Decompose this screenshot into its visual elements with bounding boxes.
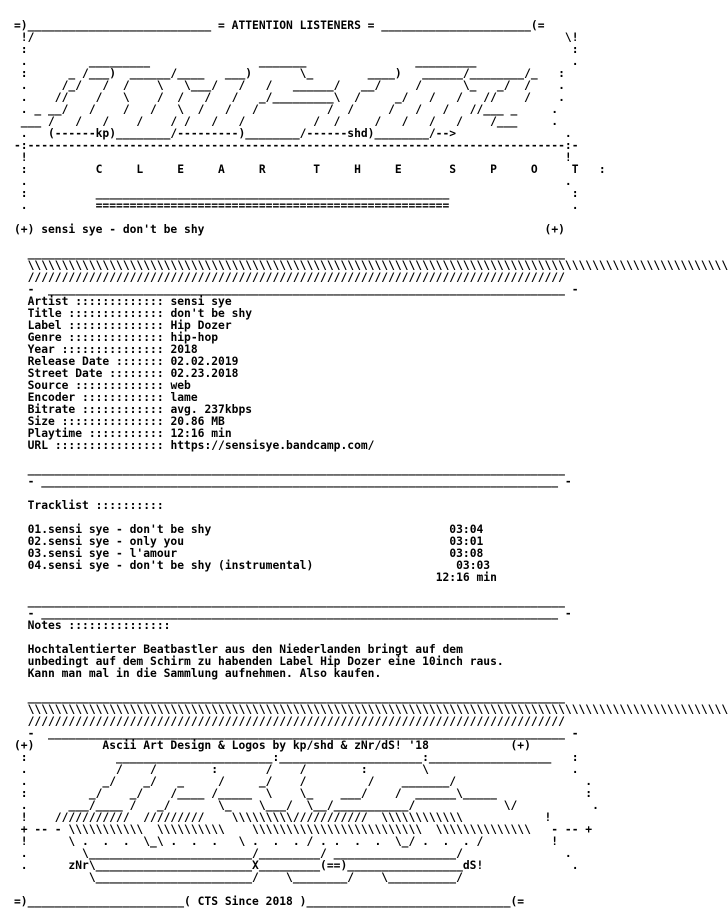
info-value: 02.02.2019 [170, 355, 239, 368]
tracklist-heading: Tracklist :::::::::: [27, 499, 164, 512]
logo-line: . . [14, 175, 572, 188]
footer-logo-line: ! \ . . . \_\ . . . \ . . . / . . . . \_/ . . . / ! [14, 835, 559, 848]
separator: /////////////////////////////////////////////////////////////////////////////// [14, 715, 565, 728]
footer-logo-line: . / / : / / : \ . [14, 763, 579, 776]
info-value: 02.23.2018 [170, 367, 239, 380]
logo-line: ___ / / / / / / / / / / / / / / /___ . [14, 115, 559, 128]
separator: _______________________________________________________________________________ [14, 463, 565, 476]
notes-text: Hochtalentierter Beatbastler aus den Niederlanden bringt auf dem [27, 643, 463, 656]
info-value: https://sensisye.bandcamp.com/ [170, 439, 375, 452]
separator: - ____________________________________________________________________________ - [14, 475, 572, 488]
footer-logo-line: ! /////////// ///////// \\\\\\\\\/////////// \\\\\\\\\\\\ ! [14, 811, 552, 824]
separator: - ____________________________________________________________________________ - [14, 283, 579, 296]
logo-line: !/ \! [14, 31, 579, 44]
info-row [14, 440, 640, 452]
footer-logo-line: . ___/____ / _/ \_ \___/ \__/___________/ \/ . [14, 799, 599, 812]
info-value: avg. 237kbps [170, 403, 253, 416]
info-label: Size ::::::::::::::: [27, 415, 171, 428]
info-label: Artist ::::::::::::: [27, 295, 171, 308]
footer-logo-line: . _/ _/ _ / _/ / / _______/ . [14, 775, 593, 788]
logo-line: . /_/ / / \ \___/ / / ______/ __/ / \_ _/ / . [14, 79, 565, 92]
total-time-row [14, 572, 640, 584]
footer-logo-line: \_______________________/ \________/ \__________/ [14, 871, 559, 884]
info-value: don't be shy [170, 307, 253, 320]
separator: _______________________________________________________________________________ [14, 691, 565, 704]
track-title: 02.sensi sye - only you [27, 535, 185, 548]
logo-line: . // / \ / / / / _/_________\ / _/ / / // / . [14, 91, 565, 104]
notes-text: Kann man mal in die Sammlung aufnehmen. Also kaufen. [27, 667, 382, 680]
separator: _______________________________________________________________________________ [14, 247, 565, 260]
footer-bottom: =)_______________________( CTS Since 2018 )______________________________(= [14, 895, 525, 908]
footer-logo-line: . zNr\_______________________X_________(==)_________________dS! . [14, 859, 579, 872]
separator: _______________________________________________________________________________ [14, 595, 565, 608]
separator: \\\\\\\\\\\\\\\\\\\\\\\\\\\\\\\\\\\\\\\\\\\\\\\\\\\\\\\\\\\\\\\\\\\\\\\\\\\\\\\\\\\\\\\\\\\\\\\\\\\\\\\ [14, 259, 728, 272]
nfo-document [14, 19, 728, 908]
track-time: 03:01 [449, 535, 484, 548]
info-value: 20.86 MB [170, 415, 225, 428]
footer-logo-line: : _/ _/ /____ /_____ \ \_ ___/ / ______\_____ : [14, 787, 593, 800]
logo-line: . _ __/ / / / \ / / / / / / / / //___ _ . [14, 103, 559, 116]
info-label: Source ::::::::::::: [27, 379, 171, 392]
footer-logo-line: + -- - \\\\\\\\\\\ \\\\\\\\\\ \\\\\\\\\\\\\\\\\\\\\\\\\ \\\\\\\\\\\\\\ - -- + [14, 823, 593, 836]
header-banner-line: =)___________________________ = ATTENTION LISTENERS = ______________________(= [14, 19, 545, 32]
tracklist-heading-line [14, 500, 640, 512]
logo-line: ! ! [14, 151, 572, 164]
track-title: 03.sensi sye - l'amour [27, 547, 178, 560]
release-title: (+) sensi sye - don't be shy [14, 223, 205, 236]
info-label: Release Date ::::::: [27, 355, 171, 368]
info-value: sensi sye [170, 295, 232, 308]
total-time: 12:16 min [435, 571, 497, 584]
logo-line: : _ /___) ______/____ ___) \_ ____) ______/________/_ : [14, 67, 565, 80]
info-label: Genre :::::::::::::: [27, 331, 171, 344]
info-label: URL :::::::::::::::: [27, 439, 171, 452]
info-value: lame [170, 391, 198, 404]
logo-line: -:-------------------------------------------------------------------------------:- [14, 139, 579, 152]
info-label: Playtime ::::::::::: [27, 427, 171, 440]
track-time: 03:08 [449, 547, 484, 560]
title-plus-marker: (+) [544, 223, 565, 236]
info-label: Title :::::::::::::: [27, 307, 171, 320]
notes-heading: Notes ::::::::::::::: [27, 619, 171, 632]
info-value: Hip Dozer [170, 319, 232, 332]
track-title: 04.sensi sye - don't be shy (instrumental) [27, 559, 314, 572]
notes-heading-line [14, 620, 640, 632]
notes-line [14, 668, 640, 680]
info-label: Label :::::::::::::: [27, 319, 171, 332]
track-time: 03:04 [449, 523, 484, 536]
footer-bottom-line [14, 896, 640, 908]
info-label: Encoder :::::::::::: [27, 391, 171, 404]
track-time: 03:03 [456, 559, 491, 572]
info-label: Bitrate :::::::::::: [27, 403, 171, 416]
notes-text: unbedingt auf dem Schirm zu habenden Label Hip Dozer eine 10inch raus. [27, 655, 504, 668]
separator: /////////////////////////////////////////////////////////////////////////////// [14, 271, 565, 284]
info-label: Year ::::::::::::::: [27, 343, 171, 356]
logo-line: . (------kp)________/---------)________/------shd)________/--> . [14, 127, 572, 140]
logo-line: . _________ _______ _________ . [14, 55, 579, 68]
clear-the-spot-title: : C L E A R T H E S P O T : [14, 163, 606, 176]
logo-line: : : [14, 43, 579, 56]
info-label: Street Date :::::::: [27, 367, 171, 380]
credits-text: (+) Ascii Art Design & Logos by kp/shd & zNr/dS! '18 (+) [14, 739, 531, 752]
footer-logo-line: : _______________________:_____________________:__________________ : [14, 751, 579, 764]
info-value: 12:16 min [170, 427, 232, 440]
info-value: web [170, 379, 191, 392]
logo-line: : ____________________________________________________ : [14, 187, 579, 200]
track-title: 01.sensi sye - don't be shy [27, 523, 212, 536]
info-value: 2018 [170, 343, 198, 356]
separator: - ____________________________________________________________________________ - [14, 727, 579, 740]
attention-banner: = ATTENTION LISTENERS = [218, 19, 375, 32]
separator: \\\\\\\\\\\\\\\\\\\\\\\\\\\\\\\\\\\\\\\\\\\\\\\\\\\\\\\\\\\\\\\\\\\\\\\\\\\\\\\\\\\\\\\\\\\\\\\\\\\\\\\ [14, 703, 728, 716]
footer-logo-line: . \________________________/_________/ __________________/ . [14, 847, 572, 860]
logo-line: . ==================================================== . [14, 199, 579, 212]
separator: - ____________________________________________________________________________ - [14, 607, 572, 620]
info-value: hip-hop [170, 331, 219, 344]
release-title-line [14, 224, 640, 236]
